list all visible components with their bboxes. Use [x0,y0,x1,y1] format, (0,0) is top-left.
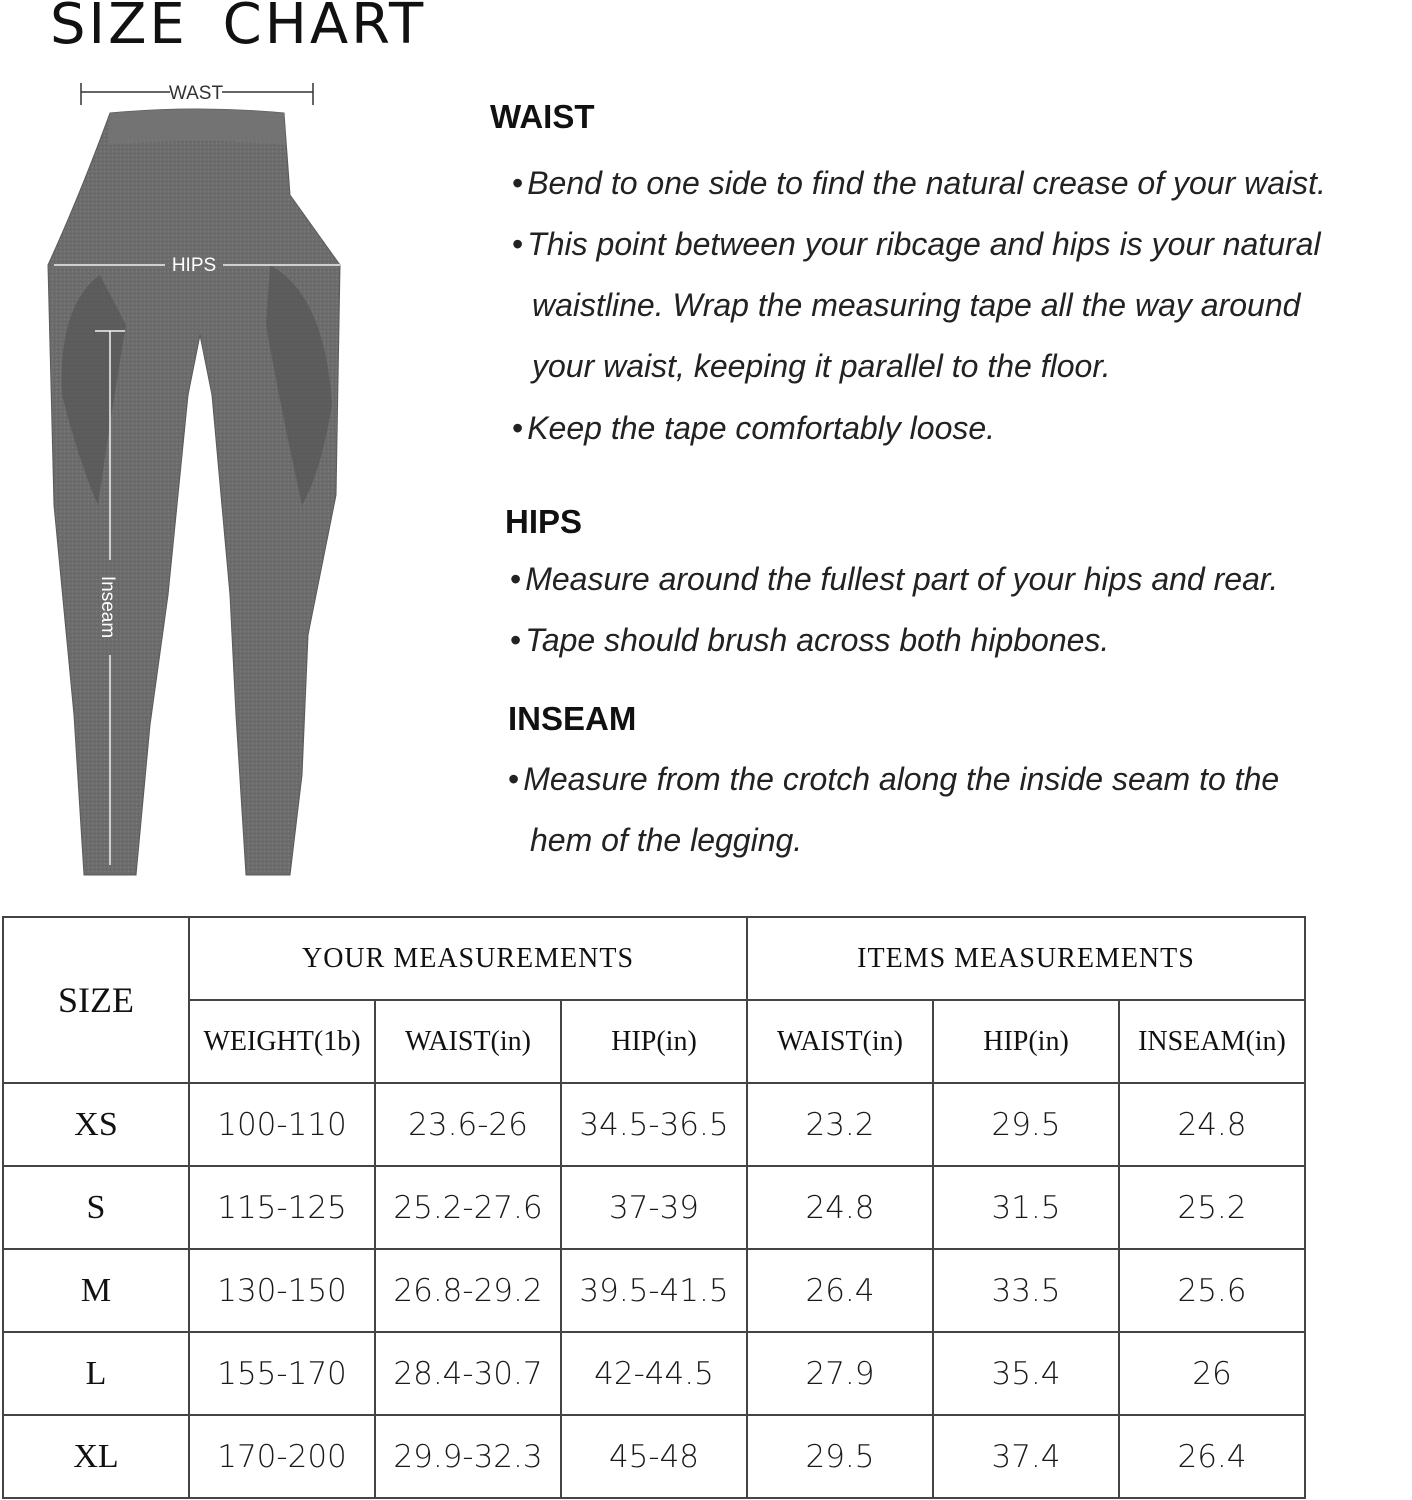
your-waist-cell: 28.4-30.7 [375,1332,561,1415]
inseam-cell: 25.6 [1119,1249,1305,1332]
hips-bullet-1 [510,561,1278,598]
your-hip-cell: 39.5-41.5 [561,1249,747,1332]
inseam-cell: 25.2 [1119,1166,1305,1249]
bullet-dot: • [512,165,524,201]
item-hip-cell: 35.4 [933,1332,1119,1415]
inseam-cell: 26.4 [1119,1415,1305,1498]
item-hip-cell: 31.5 [933,1166,1119,1249]
hips-heading: HIPS [505,503,583,540]
your-hip-cell: 45-48 [561,1415,747,1498]
inseam-bullet-1-text: Measure from the crotch along the inside seam to the [523,761,1280,797]
bullet-dot: • [512,226,524,262]
item-waist-cell: 29.5 [747,1415,933,1498]
item-waist-cell: 26.4 [747,1249,933,1332]
weight-cell: 115-125 [189,1166,375,1249]
item-waist-cell: 24.8 [747,1166,933,1249]
table-row [3,1332,1305,1415]
leggings-illustration [40,75,360,885]
table-row [3,1415,1305,1498]
table-row [3,1249,1305,1332]
waist-bullet-2-line-2: waistline. Wrap the measuring tape all the way around [532,287,1301,323]
waist-bullet-2 [512,226,1321,263]
size-table [2,916,1306,1499]
bullet-dot: • [510,622,522,658]
column-header-weight: WEIGHT(1b) [189,1000,375,1083]
your-waist-cell: 23.6-26 [375,1083,561,1166]
size-column-header: SIZE [3,917,189,1083]
your-measurements-header: YOUR MEASUREMENTS [189,917,747,1000]
column-header-your-hip: HIP(in) [561,1000,747,1083]
hips-bullet-2 [510,622,1109,659]
table-row [3,1166,1305,1249]
size-cell: M [3,1249,189,1332]
your-waist-cell: 26.8-29.2 [375,1249,561,1332]
hips-bullet-2-text: Tape should brush across both hipbones. [525,622,1110,658]
leggings-shape [48,109,340,875]
item-hip-cell: 37.4 [933,1415,1119,1498]
inseam-heading: INSEAM [508,700,637,737]
hips-label: HIPS [171,255,217,276]
size-cell: XL [3,1415,189,1498]
weight-cell: 130-150 [189,1249,375,1332]
item-hip-cell: 33.5 [933,1249,1119,1332]
column-header-your-waist: WAIST(in) [375,1000,561,1083]
your-hip-cell: 37-39 [561,1166,747,1249]
bullet-dot: • [508,761,520,797]
weight-cell: 155-170 [189,1332,375,1415]
your-waist-cell: 29.9-32.3 [375,1415,561,1498]
column-header-item-waist: WAIST(in) [747,1000,933,1083]
waist-bullet-1 [512,165,1326,202]
waist-bullet-3-text: Keep the tape comfortably loose. [527,410,996,446]
waist-label: WAST [168,83,224,104]
inseam-cell: 26 [1119,1332,1305,1415]
inseam-bullet-1-line-2: hem of the legging. [530,822,803,858]
weight-cell: 170-200 [189,1415,375,1498]
column-header-item-hip: HIP(in) [933,1000,1119,1083]
column-header-inseam: INSEAM(in) [1119,1000,1305,1083]
leggings-figure [40,75,360,885]
weight-cell: 100-110 [189,1083,375,1166]
waist-bullet-1-text: Bend to one side to find the natural crease of your waist. [527,165,1326,201]
item-hip-cell: 29.5 [933,1083,1119,1166]
items-measurements-header: ITEMS MEASUREMENTS [747,917,1305,1000]
bullet-dot: • [512,410,524,446]
your-hip-cell: 42-44.5 [561,1332,747,1415]
bullet-dot: • [510,561,522,597]
waist-bullet-2-text: This point between your ribcage and hips is your natural [527,226,1321,262]
inseam-label: Inseam [97,575,118,639]
item-waist-cell: 27.9 [747,1332,933,1415]
inseam-cell: 24.8 [1119,1083,1305,1166]
table-row [3,1083,1305,1166]
waist-heading: WAIST [490,98,595,135]
waist-bullet-2-line-3: your waist, keeping it parallel to the floor. [532,348,1111,384]
waist-bullet-3 [512,410,995,447]
hips-bullet-1-text: Measure around the fullest part of your hips and rear. [525,561,1279,597]
your-waist-cell: 25.2-27.6 [375,1166,561,1249]
inseam-bullet-1 [508,761,1279,798]
page-title: SIZE CHART [50,0,427,57]
your-hip-cell: 34.5-36.5 [561,1083,747,1166]
size-cell: S [3,1166,189,1249]
size-cell: XS [3,1083,189,1166]
item-waist-cell: 23.2 [747,1083,933,1166]
size-cell: L [3,1332,189,1415]
